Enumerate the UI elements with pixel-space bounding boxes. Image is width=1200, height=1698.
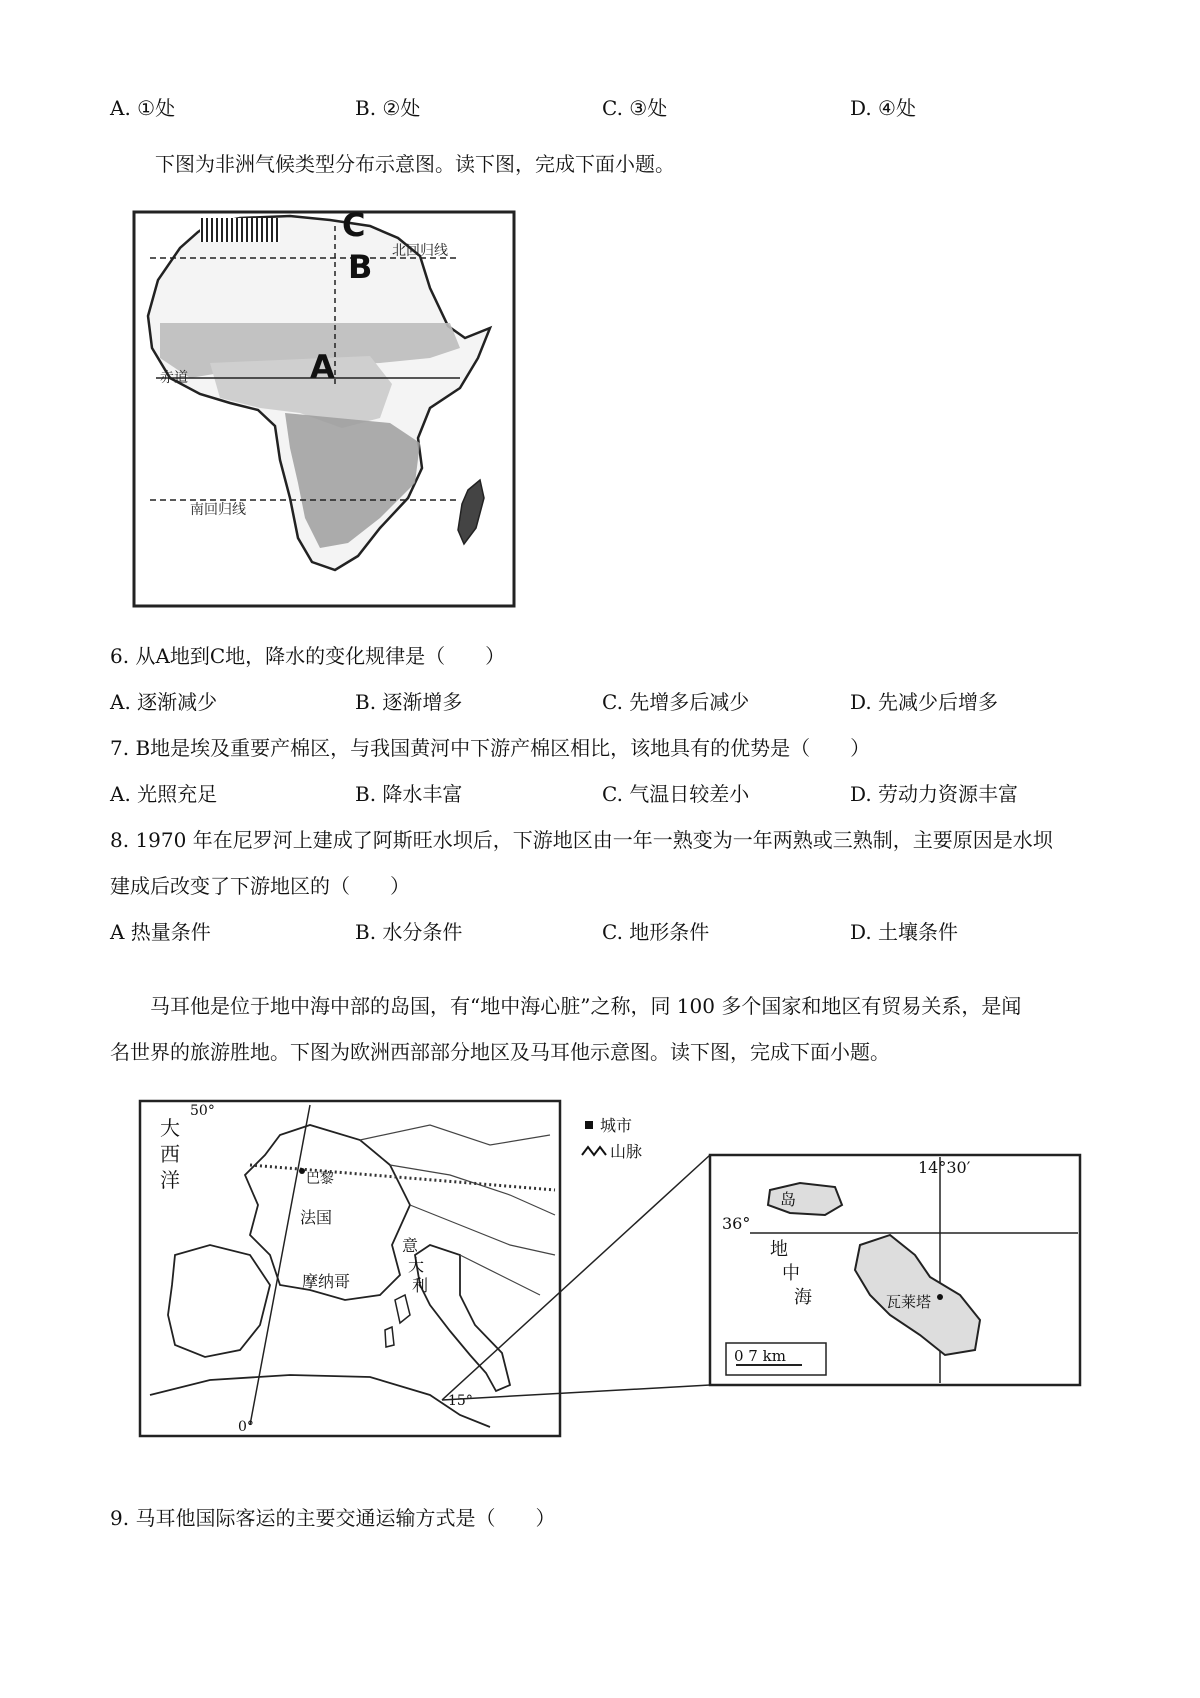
lat-bottom-label: 15° bbox=[448, 1393, 473, 1409]
q9-stem: 9. 马耳他国际客运的主要交通运输方式是（ ） bbox=[110, 1506, 556, 1530]
france-label: 法国 bbox=[300, 1208, 333, 1227]
label-a: A bbox=[310, 348, 335, 386]
lon-bottom-label: 0° bbox=[238, 1419, 254, 1435]
q5-option-a: A. ①处 bbox=[110, 96, 176, 120]
q8-option-c: C. 地形条件 bbox=[602, 920, 710, 944]
label-b: B bbox=[348, 248, 373, 286]
paris-dot bbox=[299, 1168, 305, 1174]
q8-stem-line1: 8. 1970 年在尼罗河上建成了阿斯旺水坝后，下游地区由一年一熟变为一年两熟或三熟制，主要原因是水坝 bbox=[110, 828, 1053, 852]
africa-climate-map bbox=[130, 198, 520, 610]
q5-option-d: D. ④处 bbox=[850, 96, 916, 120]
q8-option-b: B. 水分条件 bbox=[355, 920, 463, 944]
q8-option-d: D. 土壤条件 bbox=[850, 920, 959, 944]
label-equator: 赤道 bbox=[160, 370, 188, 386]
malta-lon-label: 14°30′ bbox=[918, 1158, 971, 1177]
q7-stem: 7. B地是埃及重要产棉区，与我国黄河中下游产棉区相比，该地具有的优势是（ ） bbox=[110, 736, 871, 760]
europe-malta-map bbox=[130, 1095, 1090, 1440]
italy-label-1: 意 bbox=[402, 1236, 419, 1255]
q5-option-c: C. ③处 bbox=[602, 96, 668, 120]
mediterranean-climate-band bbox=[200, 218, 280, 242]
malta-sea-label-1: 地 bbox=[770, 1239, 788, 1260]
italy-label-2: 大 bbox=[408, 1256, 425, 1275]
ocean-label-3: 洋 bbox=[160, 1168, 180, 1192]
europe-panel-frame bbox=[140, 1101, 560, 1436]
q6-option-a: A. 逐渐减少 bbox=[110, 690, 218, 714]
legend-mountain-icon bbox=[582, 1147, 606, 1155]
scale-bar-label: 0 7 km bbox=[734, 1347, 786, 1365]
legend-city-icon bbox=[585, 1121, 593, 1129]
q5-option-b: B. ②处 bbox=[355, 96, 421, 120]
gozo-label: 岛 bbox=[780, 1190, 797, 1209]
intro-malta-line2: 名世界的旅游胜地。下图为欧洲西部部分地区及马耳他示意图。读下图，完成下面小题。 bbox=[110, 1040, 890, 1064]
q6-option-b: B. 逐渐增多 bbox=[355, 690, 463, 714]
paris-label: 巴黎 bbox=[306, 1171, 334, 1187]
monaco-label: 摩纳哥 bbox=[302, 1272, 351, 1291]
legend-mountain-label: 山脉 bbox=[610, 1142, 643, 1161]
q7-option-d: D. 劳动力资源丰富 bbox=[850, 782, 1019, 806]
valletta-dot bbox=[937, 1294, 943, 1300]
malta-lat-label: 36° bbox=[722, 1214, 751, 1233]
lat-top-label: 50° bbox=[190, 1103, 215, 1119]
valletta-label: 瓦莱塔 bbox=[886, 1293, 932, 1311]
malta-sea-label-3: 海 bbox=[794, 1287, 812, 1308]
malta-sea-label-2: 中 bbox=[782, 1263, 800, 1284]
q7-option-c: C. 气温日较差小 bbox=[602, 782, 750, 806]
label-c: C bbox=[342, 206, 366, 244]
q7-option-a: A. 光照充足 bbox=[110, 782, 218, 806]
q6-stem: 6. 从A地到C地，降水的变化规律是（ ） bbox=[110, 644, 506, 668]
label-tropic-of-cancer: 北回归线 bbox=[392, 243, 448, 259]
intro-africa: 下图为非洲气候类型分布示意图。读下图，完成下面小题。 bbox=[155, 152, 675, 176]
q8-stem-line2: 建成后改变了下游地区的（ ） bbox=[110, 874, 410, 898]
q6-option-d: D. 先减少后增多 bbox=[850, 690, 999, 714]
q7-option-b: B. 降水丰富 bbox=[355, 782, 463, 806]
q6-option-c: C. 先增多后减少 bbox=[602, 690, 750, 714]
q8-option-a: A 热量条件 bbox=[110, 920, 211, 944]
ocean-label-1: 大 bbox=[160, 1116, 180, 1140]
label-tropic-of-capricorn: 南回归线 bbox=[190, 502, 246, 518]
italy-label-3: 利 bbox=[412, 1276, 429, 1295]
ocean-label-2: 西 bbox=[160, 1142, 180, 1166]
legend-city-label: 城市 bbox=[600, 1116, 633, 1135]
intro-malta-line1: 马耳他是位于地中海中部的岛国，有“地中海心脏”之称，同 100 多个国家和地区有贸易关系，是闻 bbox=[150, 994, 1022, 1018]
